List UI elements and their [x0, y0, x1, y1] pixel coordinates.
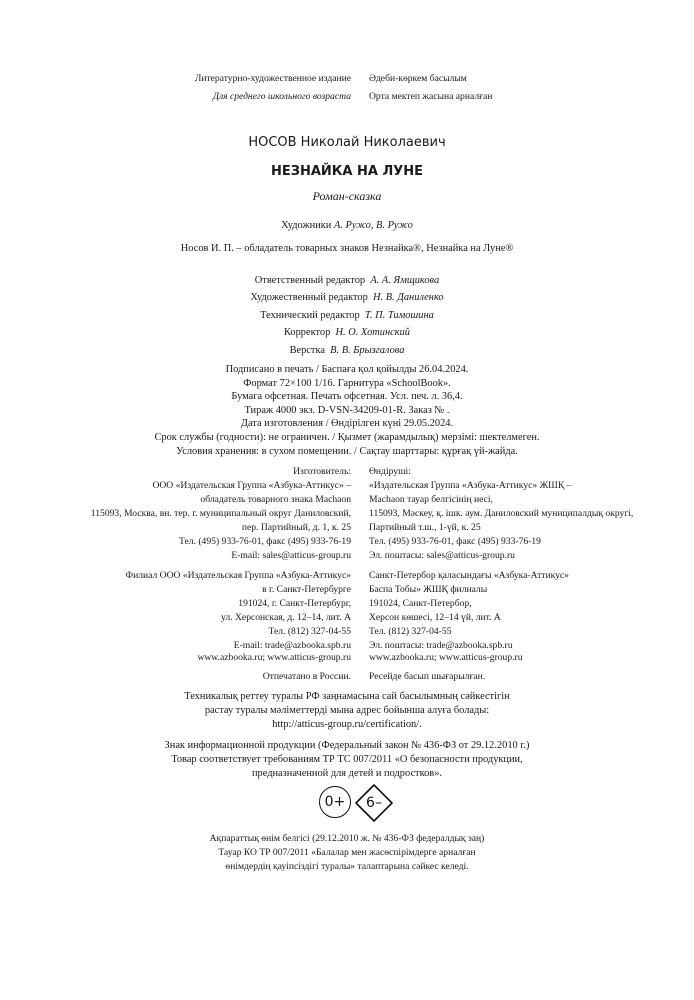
illustrators-label: Художники — [281, 220, 332, 231]
storage-conditions: Условия хранения: в сухом помещении. / Сақтау шарттары: құрғақ үй-жайда. — [176, 445, 518, 457]
illustrators-names: А. Ружо, В. Ружо — [333, 220, 413, 231]
header-left — [195, 70, 351, 106]
editor-row: Верстка В. В. Брызгалова — [289, 344, 405, 356]
header-right — [369, 70, 492, 106]
manufacturer-kz: Өндіруші: «Издательская Группа «Азбука-Аттикус» ЖШҚ – Machaon тауар белгісінің иесі, 115093, Мәскеу, қ. ішк. аум. Даниловский муниципалдық округі, Партийный т.ш., 1-үй, к. 25 Тел. (495) 933-76-01, факс (495) 933-76-19 Эл. поштасы: sales@atticus-group.ru — [369, 466, 634, 561]
kz-info: Ақпараттық өнім белгісі (29.12.2010 ж. № 436-ФЗ федералдық заң) Тауар КО ТР 007/2011 «Балалар мен жасөспірімдерге арналған өнімдердің қауіпсіздігі туралы» талаптарына сәйкес келеді. — [209, 833, 485, 872]
trademark-line: Носов И. П. – обладатель товарных знаков Незнайка®, Незнайка на Луне® — [180, 243, 514, 254]
manufacture-date: Дата изготовления / Өндірілген күні 29.05.2024. — [240, 418, 454, 430]
info-product: Знак информационной продукции (Федеральный закон № 436-ФЗ от 29.12.2010 г.) Товар соответствует требованиям ТР ТС 007/2011 «О безопасности продукции, предназначенной для детей и подростков». — [164, 740, 530, 779]
editor-row: Художественный редактор Н. В. Даниленко — [250, 292, 444, 304]
websites-kz: www.azbooka.ru; www.atticus-group.ru — [369, 652, 523, 663]
branch-ru: Филиал ООО «Издательская Группа «Азбука-Аттикус» в г. Санкт-Петербурге 191024, г. Санкт-Петербург, ул. Херсонская, д. 12–14, лит. А Тел. (812) 327-04-55 E-mail: trade@azbooka.spb.ru — [125, 570, 351, 651]
subtitle: Роман-сказка — [312, 189, 382, 203]
websites-ru: www.azbooka.ru; www.atticus-group.ru — [197, 652, 351, 663]
paper-line: Бумага офсетная. Печать офсетная. Усл. печ. л. 36,4. — [231, 391, 463, 403]
certification-link[interactable]: http://atticus-group.ru/certification/. — [272, 719, 422, 730]
age-group-kz: Орта мектеп жасына арналған — [369, 91, 493, 102]
illustrators — [0, 220, 694, 231]
printed-kz: Ресейде басып шығарылған. — [369, 671, 486, 682]
age-group: Для среднего школьного возраста — [212, 91, 351, 102]
tech-regulation: Техникалық реттеу туралы РФ заңнамасына сай басылымның сәйкестігін растау туралы мәліметтерді мына адрес бойынша алуға болады: http://atticus-group.ru/certification/. — [0, 690, 694, 732]
edition-type-kz: Әдеби-көркем басылым — [369, 73, 467, 84]
author: НОСОВ Николай Николаевич — [248, 135, 446, 150]
signed-to-print: Подписано в печать / Баспаға қол қойылды 26.04.2024. — [225, 364, 469, 375]
age-rating-circle: 0+ — [319, 786, 351, 818]
service-life: Срок службы (годности): не ограничен. / Қызмет (жарамдылық) мерзімі: шектелмеген. — [154, 431, 540, 443]
age-rating-diamond — [354, 783, 394, 823]
printed-ru: Отпечатано в России. — [262, 671, 351, 682]
age-rating-diamond-label: 6– — [366, 795, 382, 811]
book-title: НЕЗНАЙКА НА ЛУНЕ — [270, 164, 424, 179]
editors-list — [0, 272, 694, 359]
print-info — [0, 363, 694, 458]
editor-row: Ответственный редактор А. А. Ямщикова — [254, 275, 440, 286]
branch-kz: Санкт-Петербор қаласындағы «Азбука-Аттикус» Баспа Тобы» ЖШҚ филиалы 191024, Санкт-Петербор, Херсон көшесі, 12–14 үй, лит. А Тел. (812) 327-04-55 Эл. поштасы: trade@azbooka.spb.ru — [369, 570, 569, 651]
manufacturer-ru: Изготовитель: ООО «Издательская Группа «Азбука-Аттикус» – обладатель товарного знака Machaon 115093, Москва, вн. тер. г. муниципальный округ Даниловский, пер. Партийный, д. 1, к. 25 Тел. (495) 933-76-01, факс (495) 933-76-19 E-mail: sales@atticus-group.ru — [90, 466, 351, 561]
edition-type: Литературно-художественное издание — [194, 73, 351, 84]
format-line: Формат 72×100 1/16. Гарнитура «SchoolBook». — [243, 377, 451, 389]
editor-row: Корректор Н. О. Хотинский — [284, 327, 410, 339]
editor-row: Технический редактор Т. П. Тимошина — [260, 309, 434, 321]
circulation-line: Тираж 4000 экз. D-VSN-34209-01-R. Заказ № . — [244, 404, 450, 416]
